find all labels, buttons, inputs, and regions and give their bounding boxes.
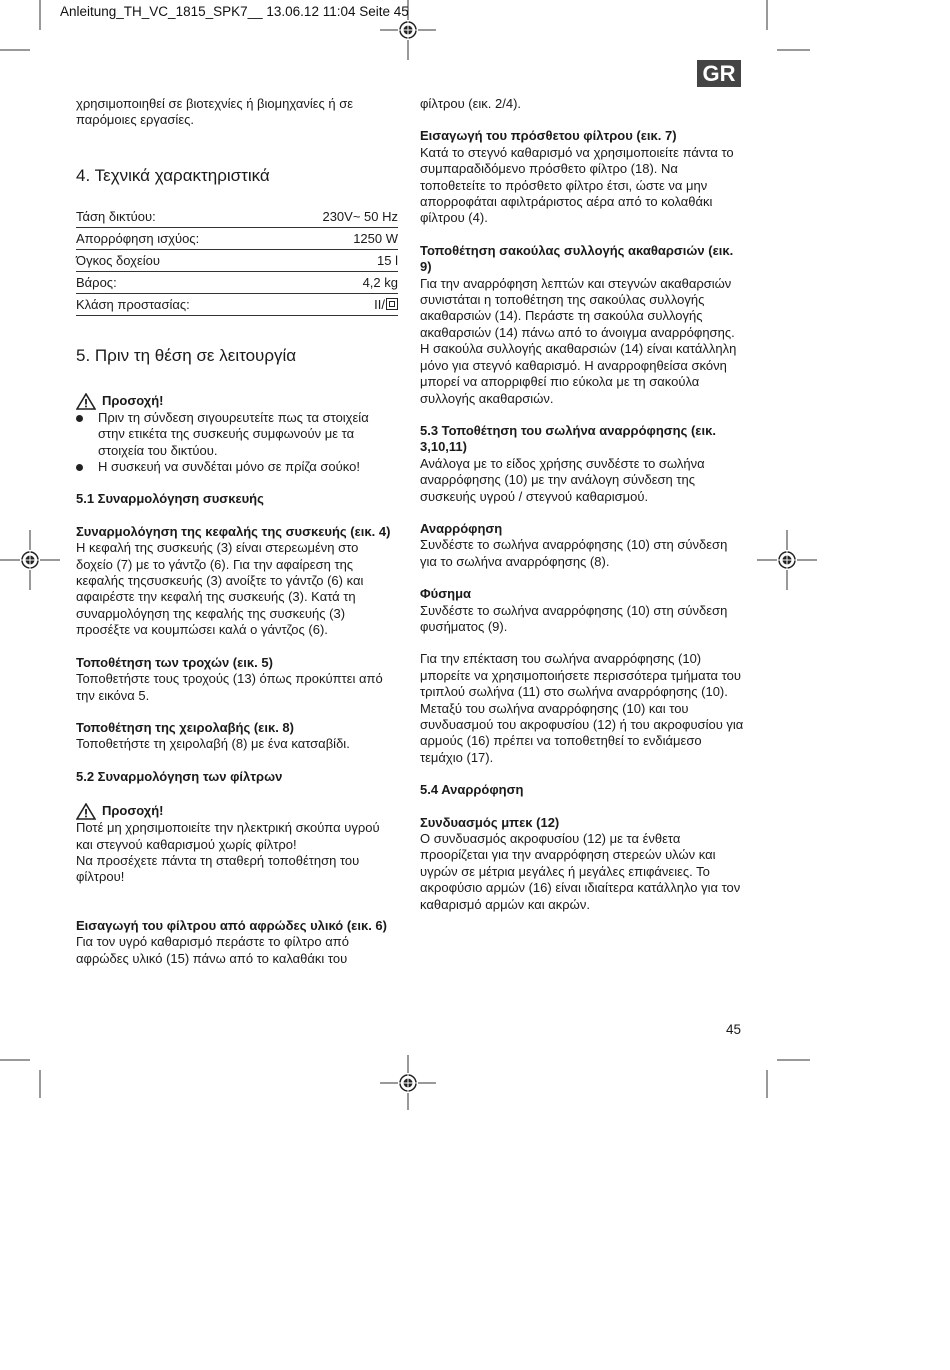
extra-filter-text: Κατά το στεγνό καθαρισμό να χρησιμοποιείτε πάντα το συμπαραδιδόμενο πρόσθετο φίλτρο (18). Να τοποθετείτε το πρόσθετο φίλτρο έτσι, ώστε να μην απορροφάται αφιλτράριστος αέρα από το κολαθάκι φίλτρου (4). [420, 144, 734, 226]
spec-row [76, 228, 398, 250]
suction-title: Αναρρόφηση [420, 520, 503, 536]
registration-mark-right [777, 550, 797, 570]
warning-text: Ποτέ μη χρησιμοποιείτε την ηλεκτρική σκούπα υγρού και στεγνού καθαρισμού χωρίς φίλτρο! [76, 820, 380, 852]
left-column [76, 96, 398, 967]
section-5-3-title: 5.3 Τοποθέτηση του σωλήνα αναρρόφησης (εικ. 3,10,11) [420, 422, 716, 455]
wheels-text: Τοποθετήστε τους τροχούς (13) όπως προκύπτει από την εικόνα 5. [76, 671, 383, 703]
warning-heading-2 [76, 803, 398, 820]
registration-mark-top [398, 20, 418, 40]
spec-value: 4,2 kg [362, 274, 398, 290]
nozzle-combo-text: Ο συνδυασμός ακροφυσίου (12) με τα ένθετα προορίζεται για την αναρρόφηση στερεών υλών και υγρών σε μέτρια μεγάλες ή μεγάλες επιφάνειες. Το ακροφύσιο αρμών (16) είναι ιδιαίτερα κατάλληλο για τον καθαρισμό αρμών και ακρών. [420, 831, 741, 912]
warning-label: Προσοχή! [102, 803, 164, 819]
spec-label: Όγκος δοχείου [76, 252, 160, 268]
spec-label: Απορρόφηση ισχύος: [76, 230, 200, 246]
head-assembly-title: Συναρμολόγηση της κεφαλής της συσκευής (εικ. 4) [76, 523, 391, 539]
registration-mark-left [20, 550, 40, 570]
spec-row [76, 206, 398, 228]
foam-filter-title: Εισαγωγή του φίλτρου από αφρώδες υλικό (εικ. 6) [76, 917, 387, 933]
warning-label: Προσοχή! [102, 393, 164, 409]
warning-text: Να προσέχετε πάντα τη σταθερή τοποθέτηση του φίλτρου! [76, 852, 360, 885]
spec-label: Τάση δικτύου: [76, 208, 156, 224]
protection-class-icon [386, 298, 398, 310]
page-number: 45 [726, 1022, 742, 1037]
list-item: Πριν τη σύνδεση σιγουρευτείτε πως τα στοιχεία στην ετικέτα της συσκευής συμφωνούν με τα στοιχεία του δικτύου. [76, 410, 398, 459]
blow-title: Φύσημα [420, 586, 472, 602]
head-assembly-text: Η κεφαλή της συσκευής (3) είναι στερεωμένη στο δοχείο (7) με το γάντζο (6). Για την αφαίρεση της κεφαλής τηςσυσκευής (3) ανοίξτε το γάντζο (6) και αφαιρέστε την κεφαλή της συσκευής (3). Κατά τη συναρμολόγηση της κεφαλής της συσκευής (3) προσέξτε να κουμπώσει καλά ο γάντζος (6). [76, 540, 364, 638]
section-5-2-title: 5.2 Συναρμολόγηση των φίλτρων [76, 768, 283, 784]
warning-list [76, 410, 398, 476]
continued-text: φίλτρου (εικ. 2/4). [420, 96, 522, 111]
intro-text: χρησιμοποιηθεί σε βιοτεχνίες ή βιομηχανίες ή σε παρόμοιες εργασίες. [76, 96, 354, 128]
extension-text: Για την επέκταση του σωλήνα αναρρόφησης (10) μπορείτε να χρησιμοποιήσετε περισσότερα τμήματα του τριπλού σωλήνα (11) στο σωλήνα αναρρόφησης (10). Μεταξύ του σωλήνα αναρρόφησης (10) και του συνδυασμού του ακροφυσίου (12) ή του ακροφυσίου για αρμούς (16) πρέπει να τοποθετηθεί το ενδιάμεσο τεμάχιο (17). [420, 651, 744, 765]
spec-table [76, 206, 398, 316]
spec-value: 1250 W [353, 230, 398, 246]
foam-filter-text: Για τον υγρό καθαρισμό περάστε το φίλτρο από αφρώδες υλικό (15) πάνω από το καλαθάκι του [76, 934, 349, 966]
dust-bag-title: Τοποθέτηση σακούλας συλλογής ακαθαρσιών (εικ. 9) [420, 242, 734, 275]
spec-row [76, 294, 398, 316]
list-item: Η συσκευή να συνδέται μόνο σε πρίζα σούκο! [76, 459, 398, 475]
spec-value-protection [374, 294, 398, 315]
spec-row [76, 272, 398, 294]
spec-row [76, 250, 398, 272]
registration-mark-bottom [398, 1073, 418, 1093]
file-info-line: Anleitung_TH_VC_1815_SPK7__ 13.06.12 11:04 Seite 45 [60, 4, 409, 19]
suction-text: Συνδέστε το σωλήνα αναρρόφησης (10) στη σύνδεση για το σωλήνα αναρρόφησης (8). [420, 537, 728, 569]
section-4-title: 4. Τεχνικά χαρακτηριστικά [76, 165, 270, 185]
spec-value: II/ [374, 296, 385, 312]
warning-heading [76, 393, 398, 410]
nozzle-combo-title: Συνδυασμός μπεκ (12) [420, 814, 560, 830]
right-column [420, 96, 745, 913]
dust-bag-text: Για την αναρρόφηση λεπτών και στεγνών ακαθαρσιών συνιστάται η τοποθέτηση της σακούλας συλλογής ακαθαρσιών (14). Περάστε τη σακούλα συλλογής ακαθαρσιών (14) πάνω από το άνοιγμα αναρρόφησης. Η σακούλα συλλογής ακαθαρσιών (14) είναι κατάλληλη μόνο για στεγνό καθαρισμό. Η αναρροφηθείσα σκόνη μπορεί να απορριφθεί πιο εύκολα με τη σακούλα συλλογής ακαθαρσιών. [420, 275, 737, 406]
spec-value: 15 l [377, 252, 398, 268]
section-5-3-text: Ανάλογα με το είδος χρήσης συνδέστε το σωλήνα αναρρόφησης (10) με την ανάλογη σύνδεση της συσκευής υγρού / στεγνού καθαρισμού. [420, 455, 705, 504]
section-5-title: 5. Πριν τη θέση σε λειτουργία [76, 345, 297, 365]
spec-label: Κλάση προστασίας: [76, 296, 190, 312]
blow-text: Συνδέστε το σωλήνα αναρρόφησης (10) στη σύνδεση φυσήματος (9). [420, 602, 728, 634]
spec-label: Βάρος: [76, 274, 117, 290]
handle-title: Τοποθέτηση της χειρολαβής (εικ. 8) [76, 719, 294, 735]
section-5-4-title: 5.4 Αναρρόφηση [420, 782, 524, 798]
warning-icon [76, 393, 96, 410]
section-5-1-title: 5.1 Συναρμολόγηση συσκευής [76, 491, 264, 507]
language-badge: GR [697, 60, 741, 87]
spec-value: 230V~ 50 Hz [322, 208, 398, 224]
extra-filter-title: Εισαγωγή του πρόσθετου φίλτρου (εικ. 7) [420, 128, 677, 144]
wheels-title: Τοποθέτηση των τροχών (εικ. 5) [76, 654, 273, 670]
handle-text: Τοποθετήστε τη χειρολαβή (8) με ένα κατσαβίδι. [76, 736, 350, 752]
warning-icon [76, 803, 96, 820]
